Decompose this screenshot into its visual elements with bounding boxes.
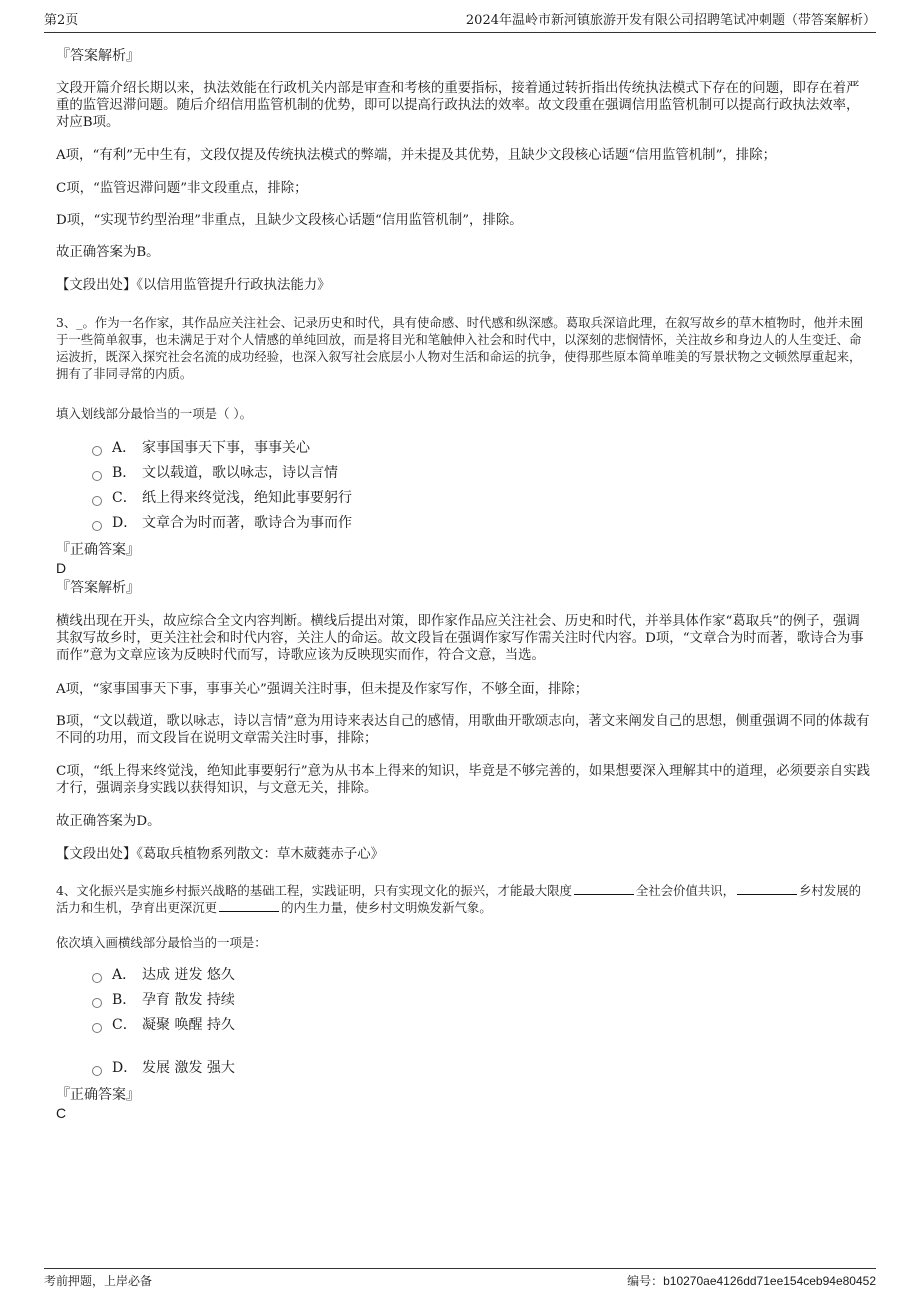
q2-option-a-note: A项，“有利”无中生有，文段仅提及传统执法模式的弊端，并未提及其优势，且缺少文段核心话题“信用监管机制”，排除； [56, 148, 776, 163]
q3-stem: 3、_。作为一名作家，其作品应关注社会、记录历史和时代，具有使命感、时代感和纵深感。葛取兵深谙此理，在叙写故乡的草木植物时，他并未囿于一些简单叙事，也未满足于对个人情感的单纯回放，而是将目光和笔触伸入社会和时代中，以深刻的悲悯情怀，关注故乡和身边人的人生变迁、命运波折，既深入探究社会名流的成功经验，也深入叙写社会底层小人物对生活和命运的抗争，使得那些原本简单唯美的写景状物之文顿然厚重起来，拥有了非同寻常的内质。 [56, 315, 864, 381]
radio-icon[interactable] [92, 521, 102, 531]
q2-option-d-note: D项，“实现节约型治理”非重点，且缺少文段核心话题“信用监管机制”，排除。 [56, 213, 523, 228]
document-code: 编号：b10270ae4126dd71ee154ceb94e80452 [627, 1274, 876, 1288]
q4-stem: 4、文化振兴是实施乡村振兴战略的基础工程，实践证明，只有实现文化的振兴，才能最大限度 全社会价值共识， 乡村发展的活力和生机，孕育出更深沉更 的内生力量，使乡村文明焕发新气象。 [56, 883, 861, 915]
q3-conclusion: 故正确答案为D。 [56, 814, 161, 829]
blank-2 [737, 882, 797, 895]
q3-correct-label: 『正确答案』 [56, 542, 140, 558]
radio-icon[interactable] [92, 973, 102, 983]
radio-icon[interactable] [92, 1066, 102, 1076]
page-header [44, 12, 876, 33]
page-number: 第2页 [44, 13, 79, 28]
q2-analysis: 文段开篇介绍长期以来，执法效能在行政机关内部是审查和考核的重要指标，接着通过转折指出传统执法模式下存在的问题，即存在着严重的监管迟滞问题。随后介绍信用监管机制的优势，即可以提高行政执法的效率。故文段重在强调信用监管机制可以提高行政执法效率，对应B项。 [56, 81, 860, 130]
q3-analysis: 横线出现在开头，故应综合全文内容判断。横线后提出对策，即作家作品应关注社会、历史和时代，并举具体作家“葛取兵”的例子，强调其叙写故乡时，更关注社会和时代内容，关注人的命运。故文段旨在强调作家写作需关注时代内容。D项，“文章合为时而著，歌诗合为事而作”意为文章应该为反映时代而写，诗歌应该为反映现实而作，符合文意，当选。 [56, 614, 864, 663]
radio-icon[interactable] [92, 471, 102, 481]
q3-option-b-note: B项，“文以载道，歌以咏志，诗以言情”意为用诗来表达自己的感情，用歌曲开歌颂志向，著文来阐发自己的思想，侧重强调不同的体裁有不同的功用，而文段旨在说明文章需关注时事，排除； [56, 714, 870, 746]
blank-3 [219, 899, 279, 912]
q2-option-c-note: C项，“监管迟滞问题”非文段重点，排除； [56, 181, 308, 196]
q3-source: 【文段出处】《葛取兵植物系列散文：草木葳蕤赤子心》 [56, 847, 385, 862]
document-title: 2024年温岭市新河镇旅游开发有限公司招聘笔试冲刺题（带答案解析） [465, 13, 876, 28]
page-footer [44, 1268, 876, 1291]
q3-option-c-note: C项，“纸上得来终觉浅，绝知此事要躬行”意为从书本上得来的知识，毕竟是不够完善的，如果想要深入理解其中的道理，必须要亲自实践才行，强调亲身实践以获得知识，与文意无关，排除。 [56, 764, 870, 796]
q3-option-a-note: A项，“家事国事天下事，事事关心”强调关注时事，但未提及作家写作，不够全面，排除； [56, 682, 589, 697]
radio-icon[interactable] [92, 998, 102, 1008]
q3-prompt: 填入划线部分最恰当的一项是（ ）。 [56, 406, 252, 421]
q4-correct-answer: C [56, 1105, 67, 1121]
q2-source: 【文段出处】《以信用监管提升行政执法能力》 [56, 278, 331, 293]
q3-analysis-label: 『答案解析』 [56, 580, 140, 596]
radio-icon[interactable] [92, 446, 102, 456]
q4-correct-label: 『正确答案』 [56, 1087, 140, 1103]
q2-analysis-label: 『答案解析』 [56, 48, 140, 64]
radio-icon[interactable] [92, 496, 102, 506]
q4-prompt: 依次填入画横线部分最恰当的一项是： [56, 935, 267, 950]
footer-slogan: 考前押题，上岸必备 [44, 1274, 153, 1288]
radio-icon[interactable] [92, 1023, 102, 1033]
q3-correct-answer: D [56, 560, 67, 576]
q2-conclusion: 故正确答案为B。 [56, 245, 160, 260]
blank-1 [574, 882, 634, 895]
